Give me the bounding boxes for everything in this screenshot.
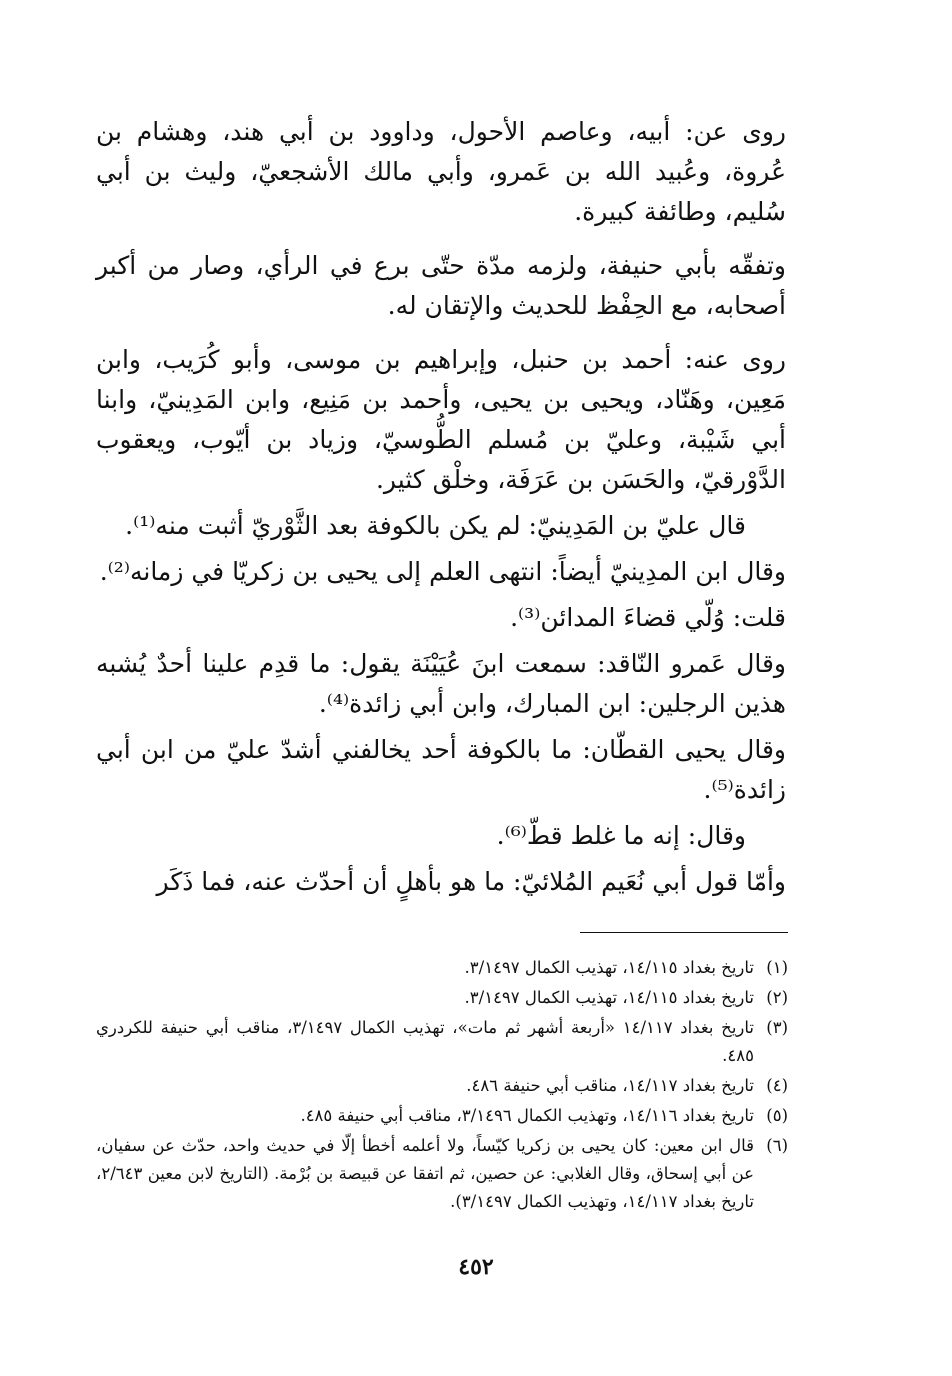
footnote-text: تاريخ بغداد ١٤/١١٥، تهذيب الكمال ٣/١٤٩٧.	[464, 958, 754, 977]
footnote-text: تاريخ بغداد ١٤/١١٧ «أربعة أشهر ثم مات»، تهذيب الكمال ٣/١٤٩٧، مناقب أبي حنيفة للكردري ٤٨٥.	[96, 1018, 754, 1065]
footnote-number: (٥)	[766, 1106, 788, 1125]
footnote-item	[96, 1014, 788, 1070]
footnote-number: (٦)	[766, 1136, 788, 1155]
footnote-number: (١)	[766, 958, 788, 977]
paragraph-fiqh: وتفقّه بأبي حنيفة، ولزمه مدّة حتّى برع في الرأي، وصار من أكبر أصحابه، مع الحِفْظ للحديث والإتقان له.	[96, 251, 786, 320]
page-number: ٤٥٢	[458, 1254, 494, 1280]
paragraph-amr-naqid: وقال عَمرو النّاقد: سمعت ابنَ عُيَيْنَة يقول: ما قدِم علينا أحدٌ يُشبه هذين الرجلين: ابن المبارك، وابن أبي زائدة⁽⁴⁾.	[96, 649, 786, 718]
paragraph-ibn-madini-also: وقال ابن المدِينيّ أيضاً: انتهى العلم إلى يحيى بن زكريّا في زمانه⁽²⁾.	[99, 557, 786, 586]
footnote-text: قال ابن معين: كان يحيى بن زكريا كيّساً، ولا أعلمه أخطأ إلّا في حديث واحد، حدّث عن سفيان، عن أبي إسحاق، وقال الغلابي: عن حصين، ثم اتفقا عن قبيصة بن بُرْمة. (التاريخ لابن معين ٢/٦٤٣، تاريخ بغداد ١٤/١١٧، وتهذيب الكمال ٣/١٤٩٧).	[96, 1136, 754, 1211]
footnote-item	[96, 1102, 788, 1130]
paragraph-qattan: وقال يحيى القطّان: ما بالكوفة أحد يخالفني أشدّ عليّ من ابن أبي زائدة⁽⁵⁾.	[96, 735, 786, 804]
paragraph-narrators-to: روى عنه: أحمد بن حنبل، وإبراهيم بن موسى، وأبو كُرَيب، وابن مَعِين، وهَنّاد، ويحيى بن يحيى، وأحمد بن مَنِيع، وابن المَدِينيّ، وابنا أبي شَيْبة، وعليّ بن مُسلم الطُّوسيّ، وزياد بن أيّوب، ويعقوب الدَّوْرقيّ، والحَسَن بن عَرَفَة، وخلْق كثير.	[96, 345, 786, 494]
footnote-text: تاريخ بغداد ١٤/١١٧، مناقب أبي حنيفة ٤٨٦.	[466, 1076, 754, 1095]
paragraph-ibn-madini-quote: قال عليّ بن المَدِينيّ: لم يكن بالكوفة بعد الثَّوْريّ أثبت منه⁽¹⁾.	[125, 511, 746, 540]
footnote-separator	[580, 932, 788, 933]
paragraph-narrators-from: روى عن: أبيه، وعاصم الأحول، وداوود بن أبي هند، وهشام بن عُروة، وعُبيد الله بن عَمرو، وأبي مالك الأشجعيّ، وليث بن أبي سُليم، وطائفة كبيرة.	[96, 117, 786, 226]
footnote-text: تاريخ بغداد ١٤/١١٥، تهذيب الكمال ٣/١٤٩٧.	[464, 988, 754, 1007]
footnote-number: (٣)	[766, 1018, 788, 1037]
footnote-number: (٢)	[766, 988, 788, 1007]
paragraph-never-erred: وقال: إنه ما غلط قطّ⁽⁶⁾.	[496, 821, 746, 850]
footnote-item	[96, 954, 788, 982]
footnote-number: (٤)	[766, 1076, 788, 1095]
footnote-item	[96, 1132, 788, 1216]
footnote-text: تاريخ بغداد ١٤/١١٦، وتهذيب الكمال ٣/١٤٩٦، مناقب أبي حنيفة ٤٨٥.	[300, 1106, 754, 1125]
paragraph-qultu: قلت: وُلّي قضاءَ المدائن⁽³⁾.	[510, 603, 786, 632]
footnote-item	[96, 984, 788, 1012]
footnotes	[96, 954, 788, 1218]
main-text	[96, 112, 786, 908]
paragraph-abu-nuaym: وأمّا قول أبي نُعَيم المُلائيّ: ما هو بأهلٍ أن أحدّث عنه، فما ذَكَر	[156, 867, 786, 896]
footnote-item	[96, 1072, 788, 1100]
